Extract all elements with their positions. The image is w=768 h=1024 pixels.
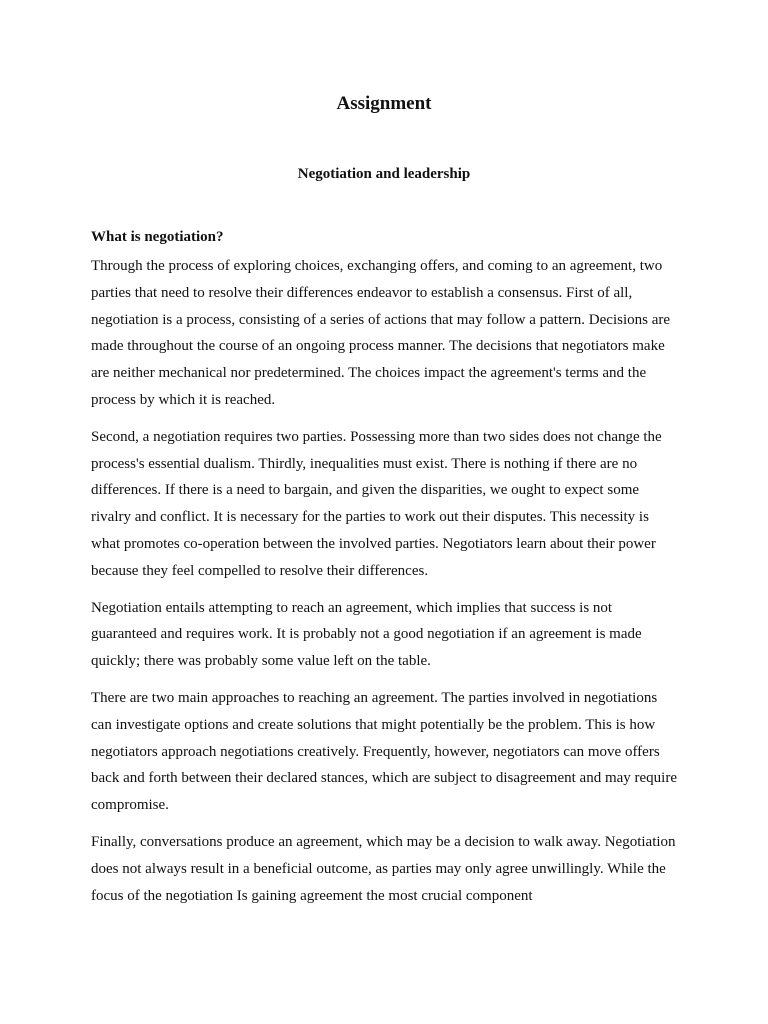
document-subtitle: Negotiation and leadership bbox=[297, 166, 471, 182]
paragraph-3: Negotiation entails attempting to reach an agreement, which implies that success is not guaranteed and requires work. It is probably not a good negotiation if an agreement is made quickly; there was probably some value left on the table. bbox=[91, 599, 642, 670]
document-title: Assignment bbox=[336, 93, 432, 114]
paragraph-2: Second, a negotiation requires two parties. Possessing more than two sides does not change the process's essential dualism. Thirdly, inequalities must exist. There is nothing if there are no differences. If there is a need to bargain, and given the disparities, we ought to expect some rivalry and conflict. It is necessary for the parties to work out their disputes. This necessity is what promotes co-operation between the involved parties. Negotiators learn about their power because they feel compelled to resolve their differences. bbox=[91, 428, 662, 579]
document-body bbox=[91, 226, 681, 919]
section-heading: What is negotiation? bbox=[91, 229, 224, 245]
paragraph-5: Finally, conversations produce an agreement, which may be a decision to walk away. Negotiation does not always result in a beneficial outcome, as parties may only agree unwillingly. While the focus of the negotiation Is gaining agreement the most crucial component bbox=[91, 833, 676, 904]
paragraph-4: There are two main approaches to reaching an agreement. The parties involved in negotiations can investigate options and create solutions that might potentially be the problem. This is how negotiators approach negotiations creatively. Frequently, however, negotiators can move offers back and forth between their declared stances, which are subject to disagreement and may require compromise. bbox=[91, 689, 677, 814]
paragraph-1: Through the process of exploring choices, exchanging offers, and coming to an agreement, two parties that need to resolve their differences endeavor to establish a consensus. First of all, negotiation is a process, consisting of a series of actions that may follow a pattern. Decisions are made throughout the course of an ongoing process manner. The decisions that negotiators make are neither mechanical nor predetermined. The choices impact the agreement's terms and the process by which it is reached. bbox=[91, 258, 671, 408]
